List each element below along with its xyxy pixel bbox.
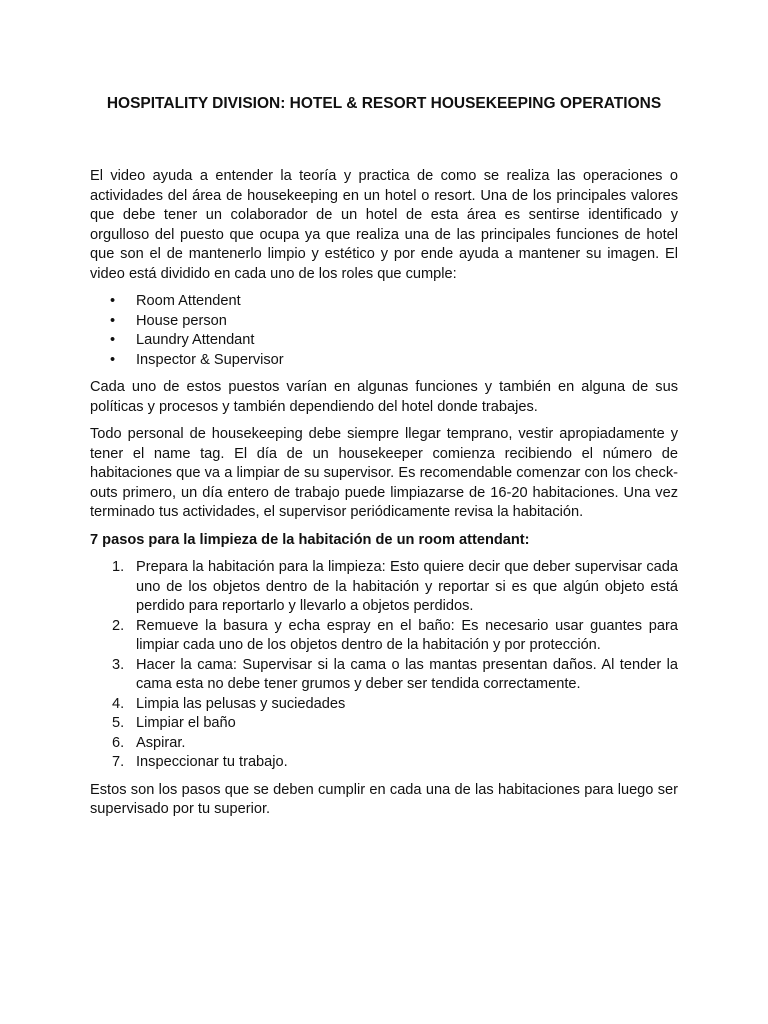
list-item xyxy=(90,656,678,695)
bullet-icon: • xyxy=(110,351,116,368)
step-text: Inspeccionar tu trabajo. xyxy=(136,754,288,770)
step-text: Limpia las pelusas y suciedades xyxy=(136,695,346,712)
bullet-icon: • xyxy=(110,312,116,329)
step-number: 2. xyxy=(112,617,125,634)
document-title: HOSPITALITY DIVISION: HOTEL & RESORT HOUSEKEEPING OPERATIONS xyxy=(106,95,662,112)
list-item xyxy=(90,312,678,332)
list-item xyxy=(90,695,678,715)
list-item xyxy=(90,351,678,371)
roles-paragraph: Cada uno de estos puestos varían en algunas funciones y también en alguna de sus políticas y procesos y también dependiendo del hotel donde trabajes. xyxy=(90,379,678,415)
step-text: Limpiar el baño xyxy=(136,715,236,731)
closing-paragraph: Estos son los pasos que se deben cumplir en cada una de las habitaciones para luego ser supervisado por tu superior. xyxy=(90,781,678,817)
list-item xyxy=(90,753,678,773)
steps-heading: 7 pasos para la limpieza de la habitación de un room attendant: xyxy=(90,531,530,548)
step-text: Remueve la basura y echa espray en el baño: Es necesario usar guantes para limpiar cada uno de los objetos dentro de la habitación y por protección. xyxy=(136,617,678,653)
bullet-icon: • xyxy=(110,293,116,309)
role-label: House person xyxy=(136,312,227,329)
list-item xyxy=(90,292,678,312)
step-number: 4. xyxy=(112,695,125,712)
step-number: 6. xyxy=(112,734,125,751)
step-text: Prepara la habitación para la limpieza: Esto quiere decir que deber supervisar cada uno de los objetos dentro de la habitación y reportar si es que algún objeto está perdido para reportarlo y llevarlo a objetos perdidos. xyxy=(136,559,678,614)
workday-paragraph: Todo personal de housekeeping debe siempre llegar temprano, vestir apropiadamente y tener el name tag. El día de un housekeeper comienza recibiendo el número de habitaciones que va a limpiar de su supervisor. Es recomendable comenzar con los check-outs primero, un día entero de trabajo puede limpiazarse de 16-20 habitaciones. Una vez terminado tus actividades, el supervisor periódicamente revisa la habitación. xyxy=(90,426,678,520)
step-number: 1. xyxy=(112,559,125,575)
role-label: Inspector & Supervisor xyxy=(136,351,284,368)
list-item xyxy=(90,331,678,351)
step-number: 5. xyxy=(112,715,125,731)
list-item xyxy=(90,558,678,617)
role-label: Room Attendent xyxy=(136,293,241,309)
steps-list xyxy=(90,558,678,773)
document-page xyxy=(90,92,678,828)
bullet-icon: • xyxy=(110,332,116,348)
list-item xyxy=(90,714,678,734)
role-label: Laundry Attendant xyxy=(136,332,255,348)
roles-list xyxy=(90,292,678,370)
step-number: 7. xyxy=(112,754,125,770)
intro-paragraph: El video ayuda a entender la teoría y practica de como se realiza las operaciones o actividades del área de housekeeping en un hotel o resort. Una de los principales valores que debe tener un colaborador de un hotel de esta área es sentirse identificado y orgulloso del puesto que ocupa ya que realiza una de las principales funciones de hotel que son el de mantenerlo limpio y estético y por ende ayuda a mantener su imagen. El video está dividido en cada uno de los roles que cumple: xyxy=(90,168,678,282)
list-item xyxy=(90,734,678,754)
step-number: 3. xyxy=(112,656,125,673)
step-text: Aspirar. xyxy=(136,734,186,751)
step-text: Hacer la cama: Supervisar si la cama o las mantas presentan daños. Al tender la cama esta no debe tener grumos y deber ser tendida correctamente. xyxy=(136,656,678,692)
list-item xyxy=(90,617,678,656)
